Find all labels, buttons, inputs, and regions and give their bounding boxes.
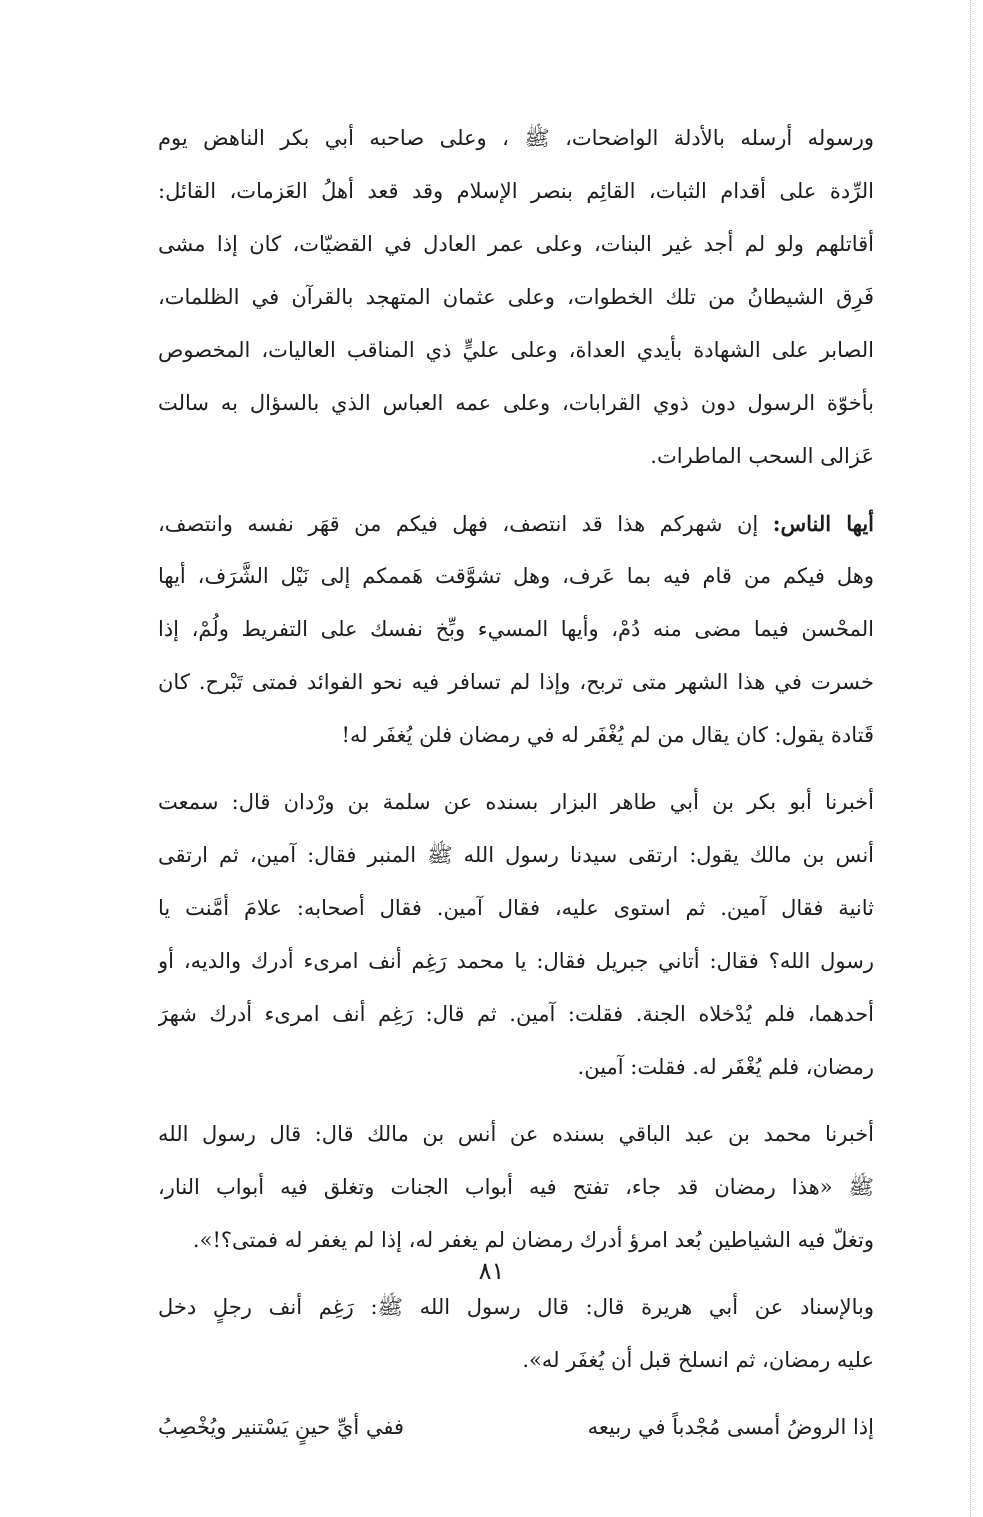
text-line: فَرِق الشيطانُ من تلك الخطوات، وعلى عثمان المتهجد بالقرآن في الظلمات، bbox=[158, 285, 874, 309]
scan-edge-line bbox=[970, 0, 971, 1517]
verse-first-hemistich: إذا الروضُ أمسى مُجْدباً في ربيعه bbox=[587, 1415, 874, 1439]
text-line: ثانية فقال آمين. ثم استوى عليه، فقال آمين. فقال أصحابه: علامَ أمَّنت يا bbox=[158, 896, 874, 920]
paragraph-5 bbox=[158, 1281, 874, 1387]
text-line: المحْسن فيما مضى منه دُمْ، وأيها المسيء وبِّخ نفسك على التفريط ولُمْ، إذا bbox=[158, 617, 874, 641]
text-line: أقاتلهم ولو لم أجد غير البنات، وعلى عمر العادل في القضيّات، كان إذا مشى bbox=[158, 232, 874, 256]
paragraph-2 bbox=[158, 497, 874, 762]
text-line: أنس بن مالك يقول: ارتقى سيدنا رسول الله ﷺ المنبر فقال: آمين، ثم ارتقى bbox=[158, 843, 874, 867]
text-line: الصابر على الشهادة بأيدي العداة، وعلى عليٍّ ذي المناقب العاليات، المخصوص bbox=[158, 338, 874, 362]
text-line: رسول الله؟ فقال: أتاني جبريل فقال: يا محمد رَغِم أنف امرىء أدرك والديه، أو bbox=[158, 949, 874, 973]
text-line: خسرت في هذا الشهر متى تربح، وإذا لم تسافر فيه نحو الفوائد فمتى تَبْرح. كان bbox=[158, 670, 874, 694]
text-line: وبالإسناد عن أبي هريرة قال: قال رسول الله ﷺ: رَغِم أنف رجلٍ دخل bbox=[158, 1295, 874, 1319]
text-line: أخبرنا محمد بن عبد الباقي بسنده عن أنس بن مالك قال: قال رسول الله bbox=[158, 1122, 874, 1146]
text-line-rest: إن شهركم هذا قد انتصف، فهل فيكم من قهَر نفسه وانتصف، bbox=[158, 512, 773, 536]
text-line: أخبرنا أبو بكر بن أبي طاهر البزار بسنده عن سلمة بن ورْدان قال: سمعت bbox=[158, 790, 874, 814]
text-line: عليه رمضان، ثم انسلخ قبل أن يُغفَر له». bbox=[522, 1348, 874, 1372]
paragraph-gap bbox=[158, 762, 874, 776]
text-line: بأخوّة الرسول دون ذوي القرابات، وعلى عمه العباس الذي بالسؤال به سالت bbox=[158, 391, 874, 415]
page-number: ٨١ bbox=[478, 1257, 505, 1285]
text-line: الرِّدة على أقدام الثبات، القائِم بنصر الإسلام وقد قعد أهلُ العَزمات، القائل: bbox=[158, 179, 874, 203]
paragraph-4 bbox=[158, 1108, 874, 1267]
text-line: ﷺ «هذا رمضان قد جاء، تفتح فيه أبواب الجنات وتغلق فيه أبواب النار، bbox=[158, 1175, 874, 1199]
text-line: وهل فيكم من قام فيه بما عَرف، وهل تشوَّقت هَممكم إلى نَيْل الشَّرَف، أيها bbox=[158, 564, 874, 588]
text-line: وتغلّ فيه الشياطين بُعد امرؤ أدرك رمضان لم يغفر له، إذا لم يغفر له فمتى؟!». bbox=[192, 1228, 874, 1252]
paragraph-gap bbox=[158, 1094, 874, 1108]
text-line: أحدهما، فلم يُدْخلاه الجنة. فقلت: آمين. ثم قال: رَغِم أنف امرىء أدرك شهرَ bbox=[158, 1002, 874, 1026]
text-line: عَزالى السحب الماطرات. bbox=[650, 444, 874, 468]
verse-second-hemistich: ففي أيِّ حينٍ يَسْتنير ويُخْصِبُ bbox=[158, 1415, 404, 1439]
paragraph-gap bbox=[158, 1387, 874, 1401]
page-body bbox=[158, 112, 874, 1454]
text-line: قَتادة يقول: كان يقال من لم يُغْفَر له في رمضان فلن يُغفَر له! bbox=[341, 723, 874, 747]
paragraph-3 bbox=[158, 776, 874, 1094]
paragraph-1 bbox=[158, 112, 874, 483]
paragraph-gap bbox=[158, 483, 874, 497]
text-line: رمضان، فلم يُغْفَر له. فقلت: آمين. bbox=[577, 1055, 874, 1079]
poetry-verse bbox=[158, 1401, 874, 1454]
paragraph-lead-heading: أيها الناس: bbox=[772, 511, 874, 536]
text-line bbox=[158, 497, 874, 550]
text-line: ورسوله أرسله بالأدلة الواضحات، ﷺ ، وعلى صاحبه أبي بكر الناهض يوم bbox=[158, 126, 874, 150]
